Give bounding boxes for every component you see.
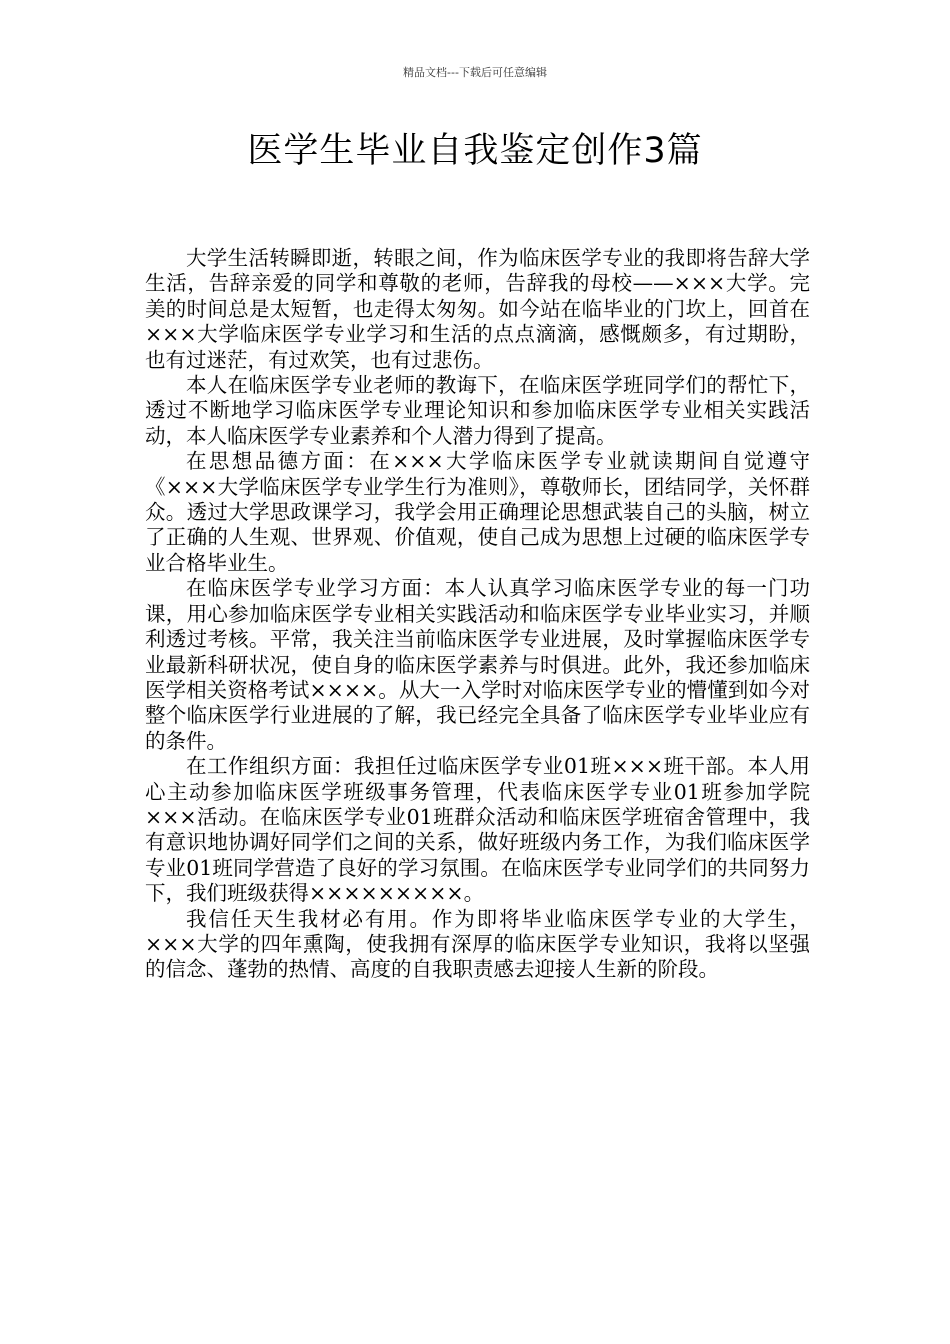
paragraph: 我信任天生我材必有用。作为即将毕业临床医学专业的大学生，×××大学的四年熏陶，使我拥有深厚的临床医学专业知识，我将以坚强的信念、蓬勃的热情、高度的自我职责感去迎接人生新的阶段。 [145, 906, 810, 982]
paragraph: 在思想品德方面：在×××大学临床医学专业就读期间自觉遵守《×××大学临床医学专业学生行为准则》，尊敬师长，团结同学，关怀群众。透过大学思政课学习，我学会用正确理论思想武装自己的头脑，树立了正确的人生观、世界观、价值观，使自己成为思想上过硬的临床医学专业合格毕业生。 [145, 449, 810, 575]
paragraph: 在临床医学专业学习方面：本人认真学习临床医学专业的每一门功课，用心参加临床医学专业相关实践活动和临床医学专业毕业实习，并顺利透过考核。平常，我关注当前临床医学专业进展，及时掌握临床医学专业最新科研状况，使自身的临床医学素养与时俱进。此外，我还参加临床医学相关资格考试××××。从大一入学时对临床医学专业的懵懂到如今对整个临床医学行业进展的了解，我已经完全具备了临床医学专业毕业应有的条件。 [145, 576, 810, 753]
paragraph: 大学生活转瞬即逝，转眼之间，作为临床医学专业的我即将告辞大学生活，告辞亲爱的同学和尊敬的老师，告辞我的母校——×××大学。完美的时间总是太短暂，也走得太匆匆。如今站在临毕业的门坎上，回首在×××大学临床医学专业学习和生活的点点滴滴，感慨颇多，有过期盼，也有过迷茫，有过欢笑，也有过悲伤。 [145, 246, 810, 372]
document-body [145, 246, 810, 983]
paragraph: 在工作组织方面：我担任过临床医学专业01班×××班干部。本人用心主动参加临床医学班级事务管理，代表临床医学专业01班参加学院×××活动。在临床医学专业01班群众活动和临床医学班宿舍管理中，我有意识地协调好同学们之间的关系，做好班级内务工作，为我们临床医学专业01班同学营造了良好的学习氛围。在临床医学专业同学们的共同努力下，我们班级获得×××××××××。 [145, 754, 810, 906]
paragraph: 本人在临床医学专业老师的教诲下，在临床医学班同学们的帮忙下，透过不断地学习临床医学专业理论知识和参加临床医学专业相关实践活动，本人临床医学专业素养和个人潜力得到了提高。 [145, 373, 810, 448]
document-title: 医学生毕业自我鉴定创作3篇 [247, 131, 703, 171]
page-header-note: 精品文档---下载后可任意编辑 [403, 66, 547, 79]
